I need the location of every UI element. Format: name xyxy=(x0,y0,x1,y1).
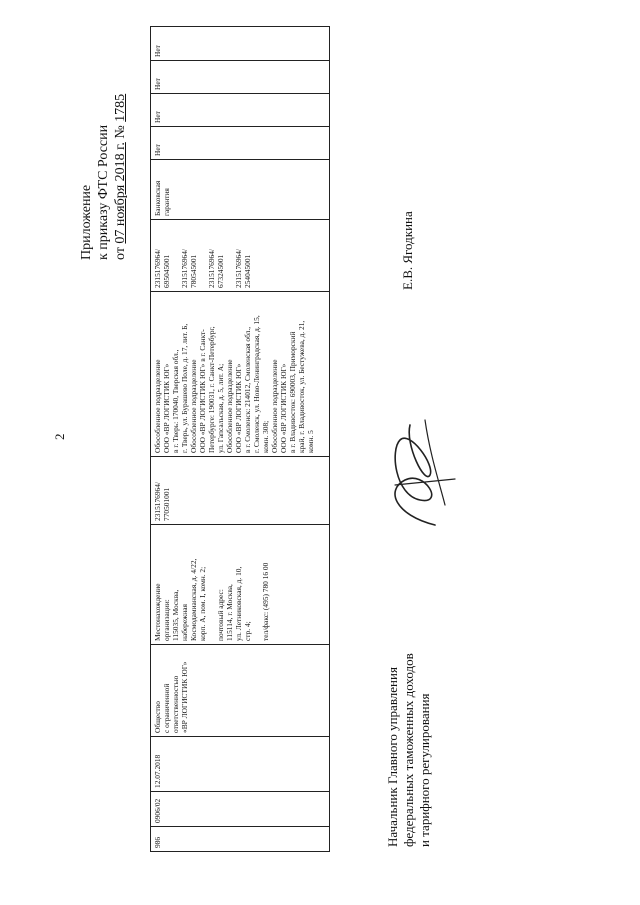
cell-line: 2315176964/ xyxy=(207,248,216,288)
cell-line: ООО «ВР ЛОГИСТИК ЮГ» xyxy=(279,363,288,453)
cell-line xyxy=(198,223,207,288)
cell-line: ответственностью xyxy=(171,675,180,733)
cell-line: г. Смоленск, ул. Ново-Ленинградская, д. 15, xyxy=(252,315,261,453)
cell-date: 12.07.2018 xyxy=(151,737,330,792)
cell-line: в г. Владивосток: 690003, Приморский xyxy=(288,331,297,453)
cell-flag-3: Нет xyxy=(151,61,330,94)
cell-line: Местонахождение xyxy=(153,583,162,641)
cell-line: 2315176964/ xyxy=(234,248,243,288)
cell-line: стр. 4; xyxy=(243,621,252,641)
cell-line: комн. 308; xyxy=(261,420,270,453)
cell-line: гарантия xyxy=(162,188,171,216)
cell-line: организации: xyxy=(162,599,171,641)
cell-line xyxy=(252,528,261,641)
cell-line: 254045001 xyxy=(243,254,252,288)
signature-icon xyxy=(375,405,465,545)
page-number: 2 xyxy=(52,433,67,440)
cell-flag-4: Нет xyxy=(151,27,330,61)
appendix-number-value: 1785 xyxy=(113,93,128,122)
cell-line: тел/факс: (495) 780 16 00 xyxy=(261,562,270,641)
cell-line: 2315176964/ xyxy=(180,248,189,288)
appendix-number-prefix: № xyxy=(113,125,128,139)
cell-line: Обособленное подразделение xyxy=(153,359,162,453)
cell-line: Петербурге: 190031, г. Санкт-Петербург, xyxy=(207,326,216,453)
cell-registry-number: 0906/02 xyxy=(151,792,330,827)
cell-line: Общество xyxy=(153,701,162,733)
cell-security xyxy=(151,160,330,220)
cell-row-number: 986 xyxy=(151,827,330,852)
cell-line: Космодамианская, д. 4/22, xyxy=(189,558,198,641)
cell-line: 695045001 xyxy=(162,254,171,288)
cell-line xyxy=(225,223,234,288)
cell-line: 115114, г. Москва, xyxy=(225,584,234,641)
cell-line: набережная xyxy=(180,604,189,641)
appendix-title: Приложение xyxy=(79,184,94,260)
cell-flag-2: Нет xyxy=(151,94,330,127)
cell-line: в г. Смоленск: 214012, Смоленская обл., xyxy=(243,326,252,453)
cell-line: Банковская xyxy=(153,180,162,216)
cell-line: 2315176964/ xyxy=(153,248,162,288)
table-row xyxy=(151,27,330,852)
cell-line: ул. Летниковская, д. 10, xyxy=(234,566,243,641)
appendix-order-ref: к приказу ФТС России xyxy=(96,124,111,260)
cell-line: г. Тверь, ул. Бурашево Поле, д. 17, лит. Б, xyxy=(180,323,189,453)
cell-line xyxy=(171,223,180,288)
appendix-date-line xyxy=(112,50,129,260)
signer-title xyxy=(385,527,433,847)
appendix-date-value: 07 ноября 2018 г. xyxy=(113,142,128,244)
cell-line: 780545001 xyxy=(189,254,198,288)
signer-name: Е.В. Ягодкина xyxy=(400,211,415,290)
signer-title-line: и тарифного регулирования xyxy=(417,693,432,847)
cell-line: 115035, Москва, xyxy=(171,589,180,641)
cell-organization xyxy=(151,645,330,737)
cell-line: ул. Гапсальская, д. 5, лит. А; xyxy=(216,363,225,453)
signer-title-line: Начальник Главного управления xyxy=(385,667,400,847)
cell-line: 2315176964/ xyxy=(153,481,162,521)
cell-branch-inn-kpp xyxy=(151,220,330,292)
cell-line: комн. 5 xyxy=(306,430,315,453)
cell-line xyxy=(207,528,216,641)
signer-title-line: федеральных таможенных доходов xyxy=(401,653,416,847)
appendix-date-prefix: от xyxy=(113,247,128,260)
cell-line: ООО «ВР ЛОГИСТИК ЮГ» xyxy=(162,363,171,453)
cell-line: Обособленное подразделение xyxy=(225,359,234,453)
cell-flag-1: Нет xyxy=(151,127,330,160)
cell-branches xyxy=(151,292,330,457)
registry-table xyxy=(150,26,330,852)
cell-inn-kpp xyxy=(151,457,330,525)
cell-line: почтовый адрес: xyxy=(216,589,225,641)
cell-line: ООО «ВР ЛОГИСТИК ЮГ» в г. Санкт- xyxy=(198,329,207,453)
cell-line: 770501001 xyxy=(162,487,171,521)
cell-line: с ограниченной xyxy=(162,683,171,733)
cell-line: Обособленное подразделение xyxy=(189,359,198,453)
cell-line: корп. А, пом. I, комн. 2; xyxy=(198,566,207,641)
cell-line: Обособленное подразделение xyxy=(270,359,279,453)
cell-line: «ВР ЛОГИСТИК ЮГ» xyxy=(180,661,189,733)
cell-line: край, г. Владивосток, ул. Бестужева, д. 21, xyxy=(297,320,306,453)
appendix-header xyxy=(78,50,129,260)
cell-line: ООО «ВР ЛОГИСТИК ЮГ» xyxy=(234,363,243,453)
cell-line: 673245001 xyxy=(216,254,225,288)
cell-line: в г. Тверь: 170040, Тверская обл., xyxy=(171,349,180,453)
cell-address xyxy=(151,525,330,645)
